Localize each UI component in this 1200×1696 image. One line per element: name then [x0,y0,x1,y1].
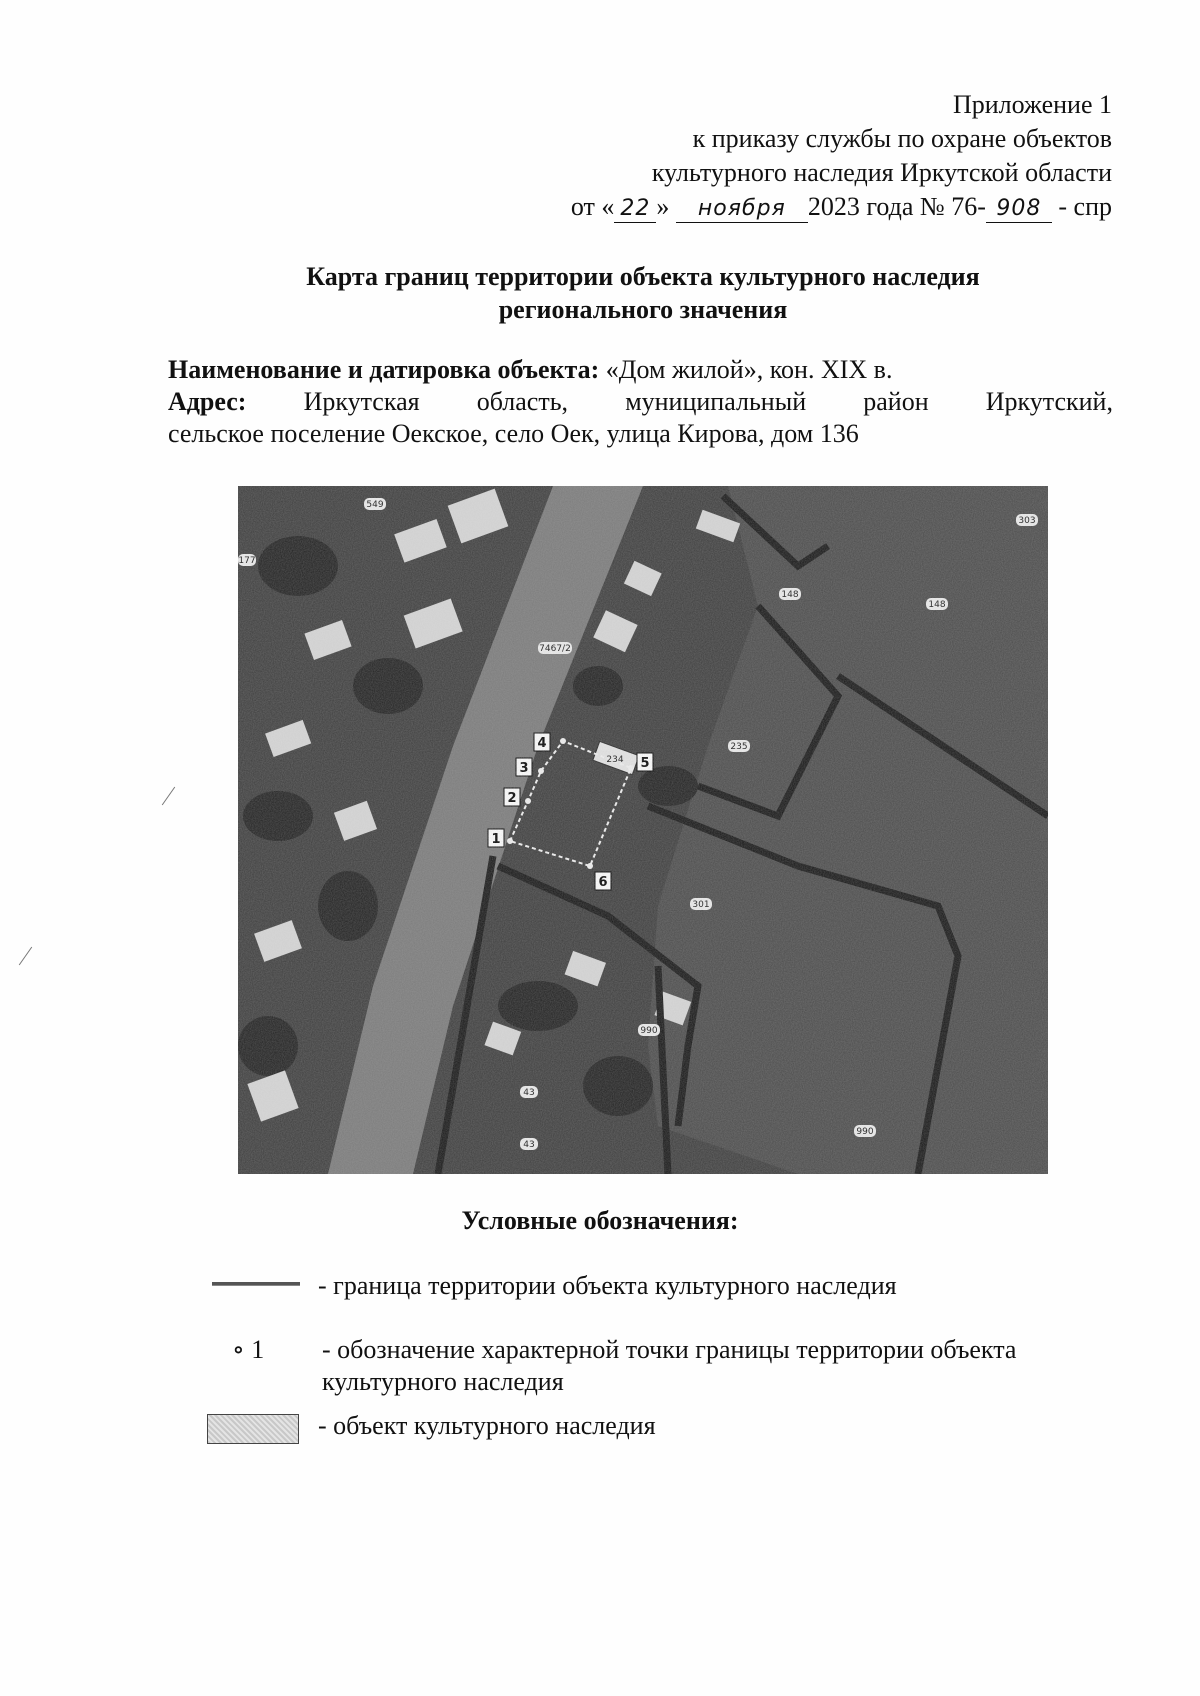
address-label: Адрес: [168,387,247,416]
address-word: муниципальный [625,387,807,416]
legend-point: - обозначение характерной точки границы территории объекта культурного наследия [322,1335,1017,1396]
address-word: Иркутская [303,387,420,416]
map-svg [238,486,1048,1174]
title-line2: регионального значения [498,295,788,324]
point-symbol: ∘ 1 [232,1335,265,1364]
photo-grain [238,486,1048,1174]
legend-heritage: - объект культурного наследия [318,1411,656,1440]
object-name [168,354,892,386]
appendix-line1: Приложение 1 [952,90,1112,119]
order-number: 908 [986,196,1052,223]
address-word: Иркутский, [985,387,1113,416]
address-line2: сельское поселение Оекское, село Оек, улица Кирова, дом 136 [168,419,859,448]
scan-mark [162,787,175,806]
address-word: район [863,387,929,416]
order-suffix: - спр [1058,192,1112,221]
legend-boundary: - граница территории объекта культурного наследия [318,1271,897,1300]
object-name-value: «Дом жилой», кон. XIX в. [605,355,893,384]
boundary-line-symbol [212,1282,300,1286]
document-title [168,260,1118,326]
object-address [168,386,1113,450]
heritage-symbol [207,1414,299,1444]
legend-title: Условные обозначения: [461,1206,739,1235]
date-mid: » [656,192,670,221]
date-day: 22 [614,196,656,223]
address-word: область, [476,387,569,416]
title-line1: Карта границ территории объекта культурного наследия [306,262,980,291]
appendix-date-line [571,190,1112,224]
date-month: ноября [676,196,808,223]
date-year: 2023 года № 76- [807,192,986,221]
date-prefix: от « [570,192,615,221]
appendix-line3: культурного наследия Иркутской области [651,158,1112,187]
appendix-header [571,88,1112,224]
scan-mark [19,947,32,966]
appendix-line2: к приказу службы по охране объектов [692,124,1112,153]
aerial-map [238,486,1048,1174]
object-name-label: Наименование и датировка объекта: [168,355,600,384]
